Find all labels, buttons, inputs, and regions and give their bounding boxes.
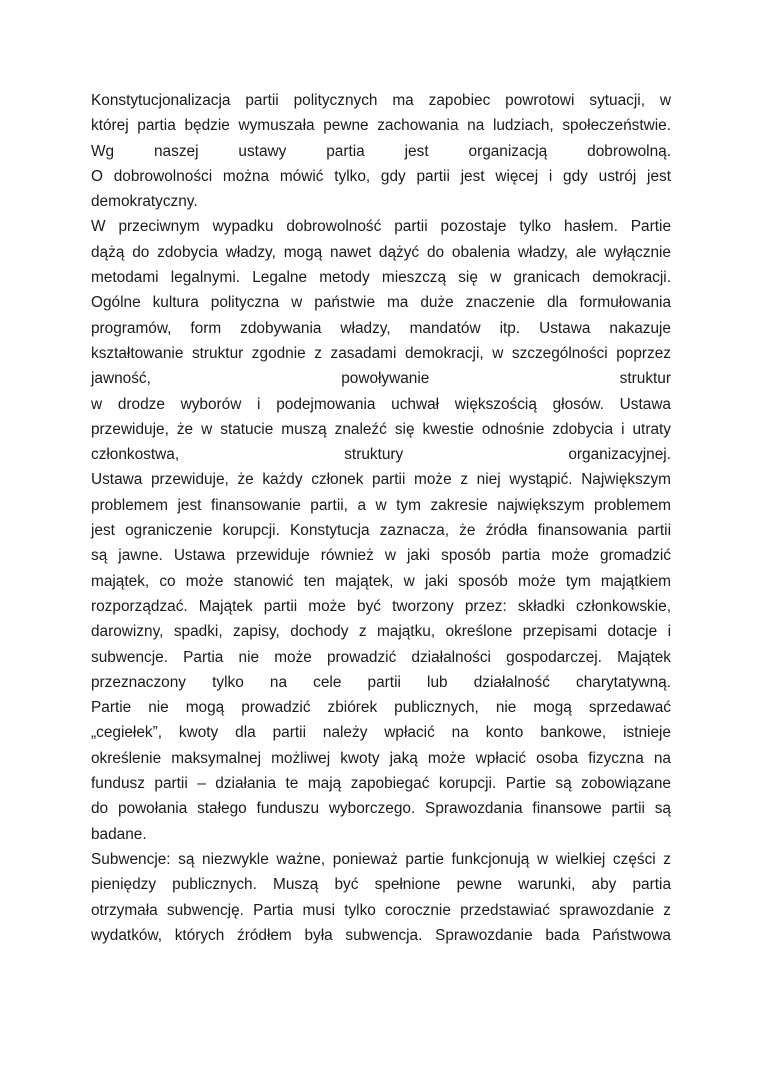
text-line: Konstytucjonalizacja partii politycznych ma zapobiec powrotowi sytuacji, w xyxy=(91,92,671,109)
text-line: rozporządzać. Majątek partii może być tworzony przez: składki członkowskie, xyxy=(91,597,671,615)
text-line: jawność, powoływanie struktur xyxy=(91,370,671,388)
text-line: subwencje. Partia nie może prowadzić działalności gospodarczej. Majątek xyxy=(91,648,671,666)
text-line: są jawne. Ustawa przewiduje również w jaki sposób partia może gromadzić xyxy=(91,547,671,565)
text-line: O dobrowolności można mówić tylko, gdy partii jest więcej i gdy ustrój jest xyxy=(91,167,671,185)
text-line: Wg naszej ustawy partia jest organizacją dobrowolną. xyxy=(91,142,671,160)
text-line: pieniędzy publicznych. Muszą być spełnione pewne warunki, aby partia xyxy=(91,876,671,894)
text-line: wydatków, których źródłem była subwencja. Sprawozdanie bada Państwowa xyxy=(91,926,671,944)
text-line: programów, form zdobywania władzy, mandatów itp. Ustawa nakazuje xyxy=(91,319,671,337)
text-line: demokratyczny. xyxy=(91,193,198,211)
text-line: której partia będzie wymuszała pewne zachowania na ludziach, społeczeństwie. xyxy=(91,117,671,135)
text-line: dążą do zdobycia władzy, mogą nawet dążyć do obalenia władzy, ale wyłącznie xyxy=(91,243,671,261)
text-line: fundusz partii – działania te mają zapobiegać korupcji. Partie są zobowiązane xyxy=(91,775,671,793)
text-line: określenie maksymalnej możliwej kwoty jaką może wpłacić osoba fizyczna na xyxy=(91,749,671,767)
body-text xyxy=(91,88,671,948)
text-line: w drodze wyborów i podejmowania uchwał większością głosów. Ustawa xyxy=(91,395,671,413)
text-line: badane. xyxy=(91,825,147,843)
text-line: kształtowanie struktur zgodnie z zasadami demokracji, w szczególności poprzez xyxy=(91,344,671,362)
text-line: „cegiełek”, kwoty dla partii należy wpłacić na konto bankowe, istnieje xyxy=(91,724,671,742)
text-line: Partie nie mogą prowadzić zbiórek publicznych, nie mogą sprzedawać xyxy=(91,699,671,717)
text-line: majątek, co może stanowić ten majątek, w jaki sposób może tym majątkiem xyxy=(91,572,671,590)
text-line: przewiduje, że w statucie muszą znaleźć się kwestie odnośnie zdobycia i utraty xyxy=(91,420,671,438)
text-line: członkostwa, struktury organizacyjnej. xyxy=(91,446,671,464)
text-line: Ogólne kultura polityczna w państwie ma duże znaczenie dla formułowania xyxy=(91,294,671,312)
text-line: do powołania stałego funduszu wyborczego. Sprawozdania finansowe partii są xyxy=(91,800,671,818)
text-line: Subwencje: są niezwykle ważne, ponieważ partie funkcjonują w wielkiej części z xyxy=(91,850,671,868)
text-line: przeznaczony tylko na cele partii lub działalność charytatywną. xyxy=(91,673,671,691)
text-line: darowizny, spadki, zapisy, dochody z majątku, określone przepisami dotacje i xyxy=(91,623,671,641)
text-line: jest ograniczenie korupcji. Konstytucja zaznacza, że źródła finansowania partii xyxy=(91,522,671,540)
text-line: metodami legalnymi. Legalne metody mieszczą się w granicach demokracji. xyxy=(91,269,671,287)
text-line: W przeciwnym wypadku dobrowolność partii pozostaje tylko hasłem. Partie xyxy=(91,218,671,236)
text-line: otrzymała subwencję. Partia musi tylko corocznie przedstawiać sprawozdanie z xyxy=(91,901,671,919)
text-line: problemem jest finansowanie partii, a w tym zakresie największym problemem xyxy=(91,496,671,514)
text-line: Ustawa przewiduje, że każdy członek partii może z niej wystąpić. Największym xyxy=(91,471,671,489)
